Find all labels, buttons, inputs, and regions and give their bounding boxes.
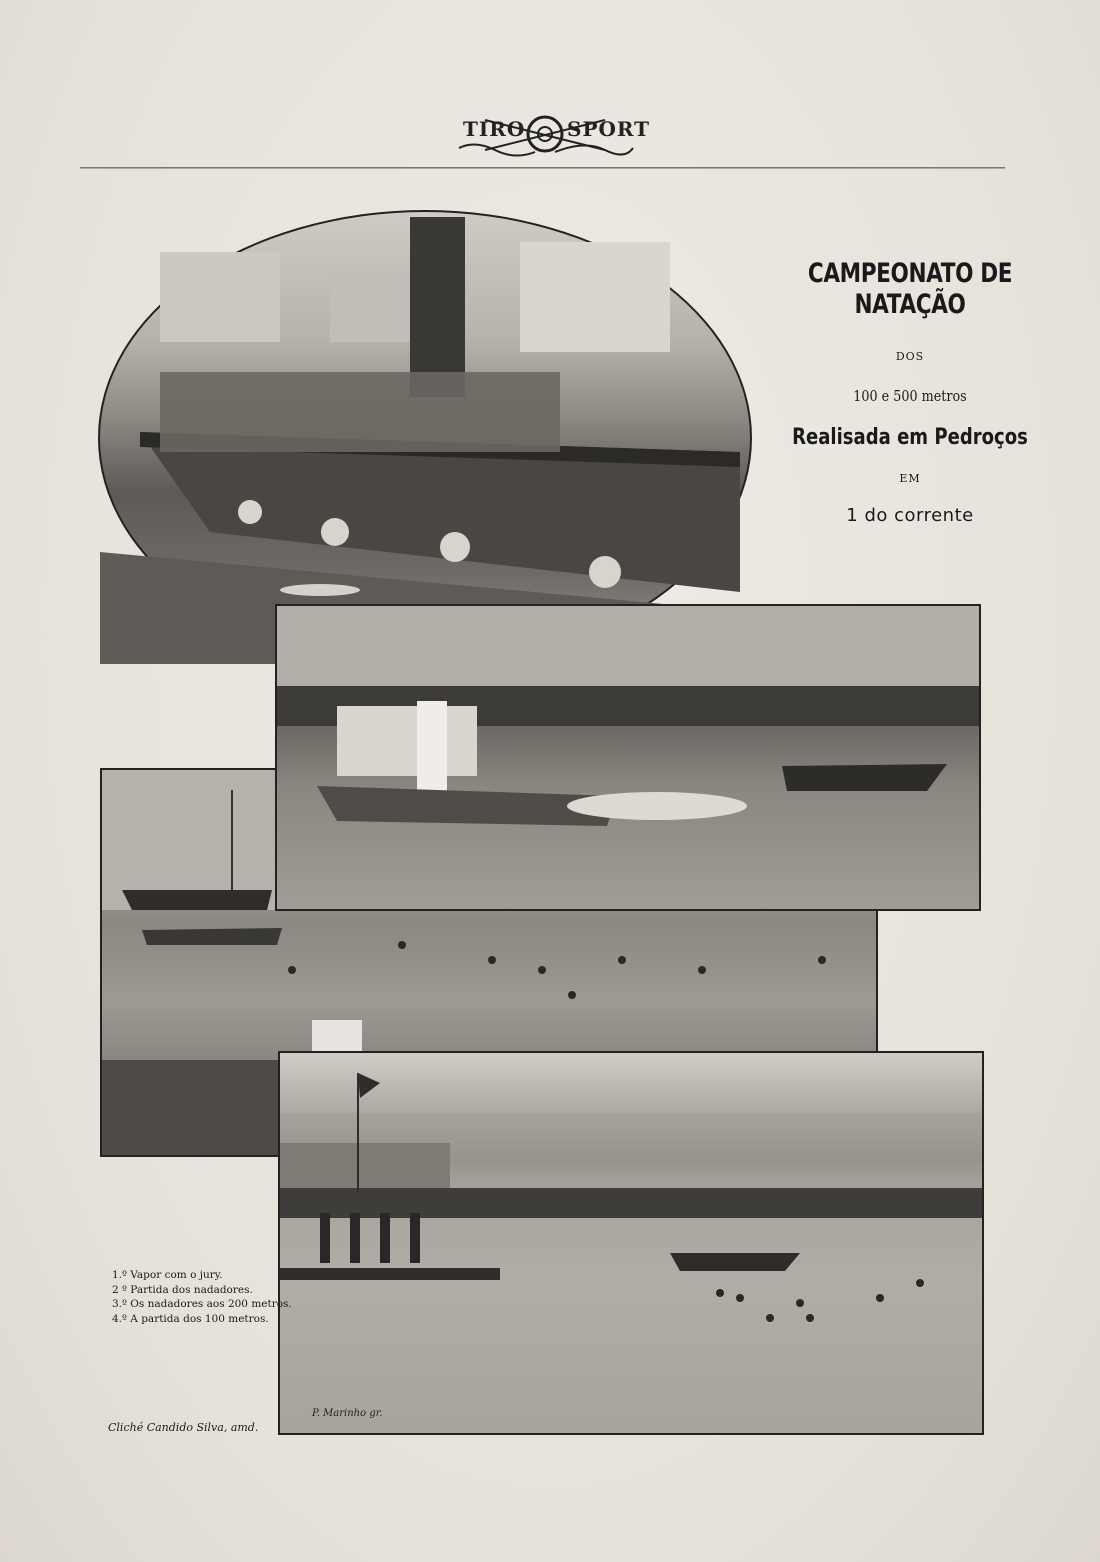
masthead-logo [455,110,651,160]
photo-swimmers-start [275,604,981,911]
svg-text:TIRO: TIRO [463,117,526,141]
title-date: 1 do corrente [846,505,974,526]
article-title: CAMPEONATO DE NATAÇÃO [807,258,1013,320]
photo-credit: Cliché Candido Silva, amd. [108,1421,259,1434]
steamer-illustration [100,212,750,664]
photo-start-100m [278,1051,984,1435]
photo-captions [112,1268,292,1326]
caption-4: 4.º A partida dos 100 metros. [112,1312,269,1325]
photo-steamer-with-jury [98,210,752,666]
article-title-block [760,258,1060,526]
title-distances: 100 e 500 metros [853,387,967,405]
header-rule [80,167,1005,169]
start-100m-illustration [280,1053,982,1433]
engraver-signature: P. Marinho gr. [312,1408,383,1419]
caption-1: 1.º Vapor com o jury. [112,1269,223,1281]
svg-text:SPORT: SPORT [567,117,651,141]
title-em: EM [899,472,921,485]
caption-3: 3.º Os nadadores aos 200 metros. [112,1298,292,1310]
start-illustration [277,606,979,909]
title-dos: DOS [895,350,925,363]
caption-2: 2 º Partida dos nadadores. [112,1283,253,1296]
title-place: Realisada em Pedroços [792,425,1028,450]
tiro-sport-logo [455,110,651,160]
